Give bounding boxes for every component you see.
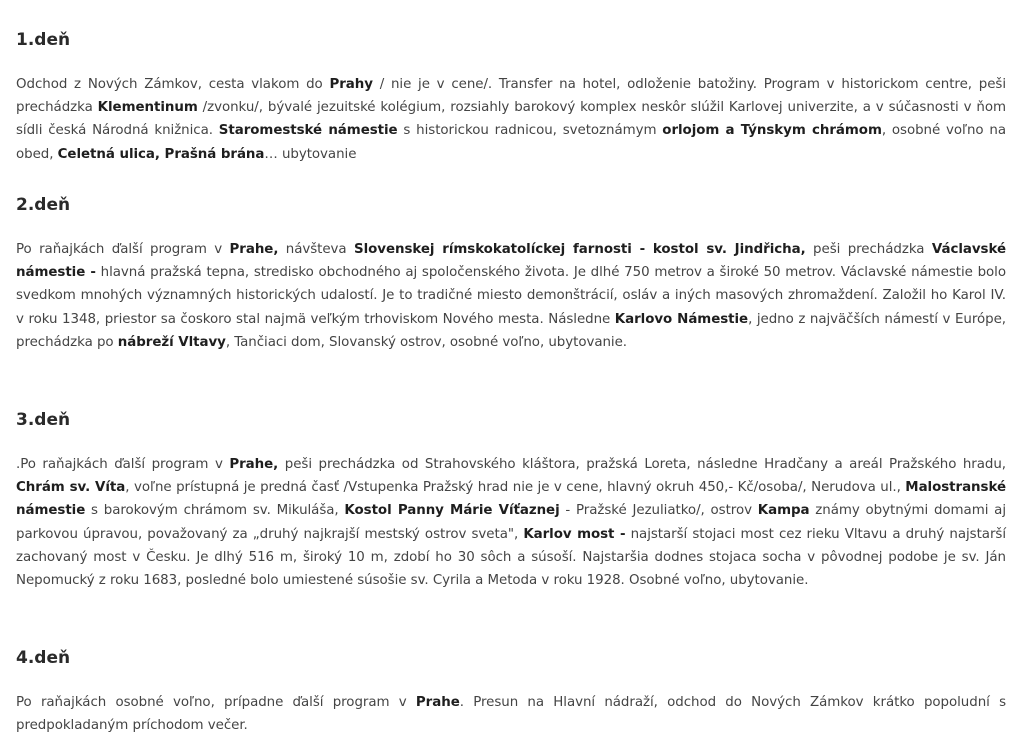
day-4-title: 4.deň xyxy=(16,648,71,668)
text-segment: , voľne prístupná je predná časť /Vstupenka Pražský hrad nie je v cene, hlavný okruh 450,- Kč/osoba/, Nerudova ul., xyxy=(125,480,906,496)
highlighted-place: orlojom a Týnskym chrámom xyxy=(662,123,882,139)
text-segment: Po raňajkách osobné voľno, prípadne ďalší program v xyxy=(16,695,416,710)
day-4-section xyxy=(16,648,1006,737)
text-segment: Odchod z Nových Zámkov, cesta vlakom do xyxy=(16,77,330,92)
day-2-section xyxy=(16,195,1006,354)
text-segment: peši prechádzka od Strahovského kláštora, pražská Loreta, následne Hradčany a areál Pražského hradu, xyxy=(278,457,1007,472)
text-segment: s barokovým chrámom sv. Mikuláša, xyxy=(85,503,345,519)
highlighted-place: Prahe xyxy=(415,695,460,710)
text-segment: , Tančiaci dom, Slovanský ostrov, osobné voľno, ubytovanie. xyxy=(225,334,627,350)
day-1-section xyxy=(16,30,1006,166)
day-2-title: 2.deň xyxy=(16,195,71,215)
highlighted-place: Prahy xyxy=(329,77,373,92)
highlighted-place: Václavské námestie - xyxy=(16,242,1006,281)
text-segment: hlavná pražská tepna, stredisko obchodného aj spoločenského života. Je dlhé 750 metrov a široké 50 metrov. Václavské námestie bolo svedkom mnohých významných historických udalostí. Je to tradičné miesto demonštrácií, osláv a iných masových zhromaždení. Založil ho Karol IV. v roku 1348, priestor sa čoskoro stal najmä veľkým trhoviskom Nového mesta. Následne xyxy=(16,265,1006,327)
highlighted-place: Celetná ulica, Prašná brána xyxy=(57,146,265,162)
day-3-section xyxy=(16,410,1006,592)
highlighted-place: Prahe, xyxy=(229,242,279,257)
highlighted-place: Klementinum xyxy=(97,100,198,116)
text-segment: peši prechádzka xyxy=(805,242,932,257)
highlighted-place: Karlovo Námestie xyxy=(614,311,749,327)
day-1-title: 1.deň xyxy=(16,30,71,50)
highlighted-place: Prahe, xyxy=(229,457,279,472)
text-segment: s historickou radnicou, svetoznámym xyxy=(397,123,663,139)
highlighted-place: Staromestské námestie xyxy=(218,123,398,139)
text-segment: .Po raňajkách ďalší program v xyxy=(16,457,230,472)
text-segment: /zvonku/, bývalé jezuitské kolégium, rozsiahly barokový komplex neskôr slúžil Karlovej univerzite, a v súčasnosti v ňom sídli česká Národná knižnica. xyxy=(16,100,1006,139)
highlighted-place: Malostranské námestie xyxy=(16,480,1006,519)
highlighted-place: nábreží Vltavy xyxy=(117,334,226,350)
highlighted-place: Kostol Panny Márie Víťaznej xyxy=(344,503,560,519)
highlighted-place: Chrám sv. Víta xyxy=(16,480,126,496)
text-segment: … ubytovanie xyxy=(264,146,357,162)
day-4-description xyxy=(16,691,1006,737)
highlighted-place: Karlov most - xyxy=(523,526,626,542)
text-segment: / nie je v cene/. Transfer na hotel, odloženie batožiny. Program v historickom centre, peši prechádzka xyxy=(16,77,1006,116)
text-segment: Po raňajkách ďalší program v xyxy=(16,242,230,257)
text-segment: - Pražské Jezuliatko/, ostrov xyxy=(559,503,758,519)
day-3-title: 3.deň xyxy=(16,410,71,430)
text-segment: známy obytnými domami aj parkovou úpravou, považovaný za „druhý najkrajší mestský ostrov sveta", xyxy=(16,503,1006,542)
day-2-description xyxy=(16,238,1006,354)
highlighted-place: Slovenskej rímskokatolíckej farnosti - kostol sv. Jindřicha, xyxy=(354,242,806,257)
text-segment: , osobné voľno na obed, xyxy=(16,123,1006,162)
text-segment: . Presun na Hlavní nádraží, odchod do Nových Zámkov krátko popoludní s predpokladaným príchodom večer. xyxy=(16,695,1006,734)
text-segment: návšteva xyxy=(278,242,354,257)
text-segment: najstarší stojaci most cez rieku Vltavu a druhý najstarší zachovaný most v Česku. Je dlhý 516 m, široký 10 m, zdobí ho 30 sôch a súsoší. Najstaršia dodnes stojaca socha v pôvodnej podobe je sv. Ján Nepomucký z roku 1683, posledné bolo umiestené súsošie sv. Cyrila a Metoda v roku 1928. Osobné voľno, ubytovanie. xyxy=(16,526,1006,589)
text-segment: , jedno z najväčších námestí v Európe, prechádzka po xyxy=(16,311,1006,350)
day-1-description xyxy=(16,73,1006,166)
day-3-description xyxy=(16,453,1006,592)
highlighted-place: Kampa xyxy=(757,503,810,519)
